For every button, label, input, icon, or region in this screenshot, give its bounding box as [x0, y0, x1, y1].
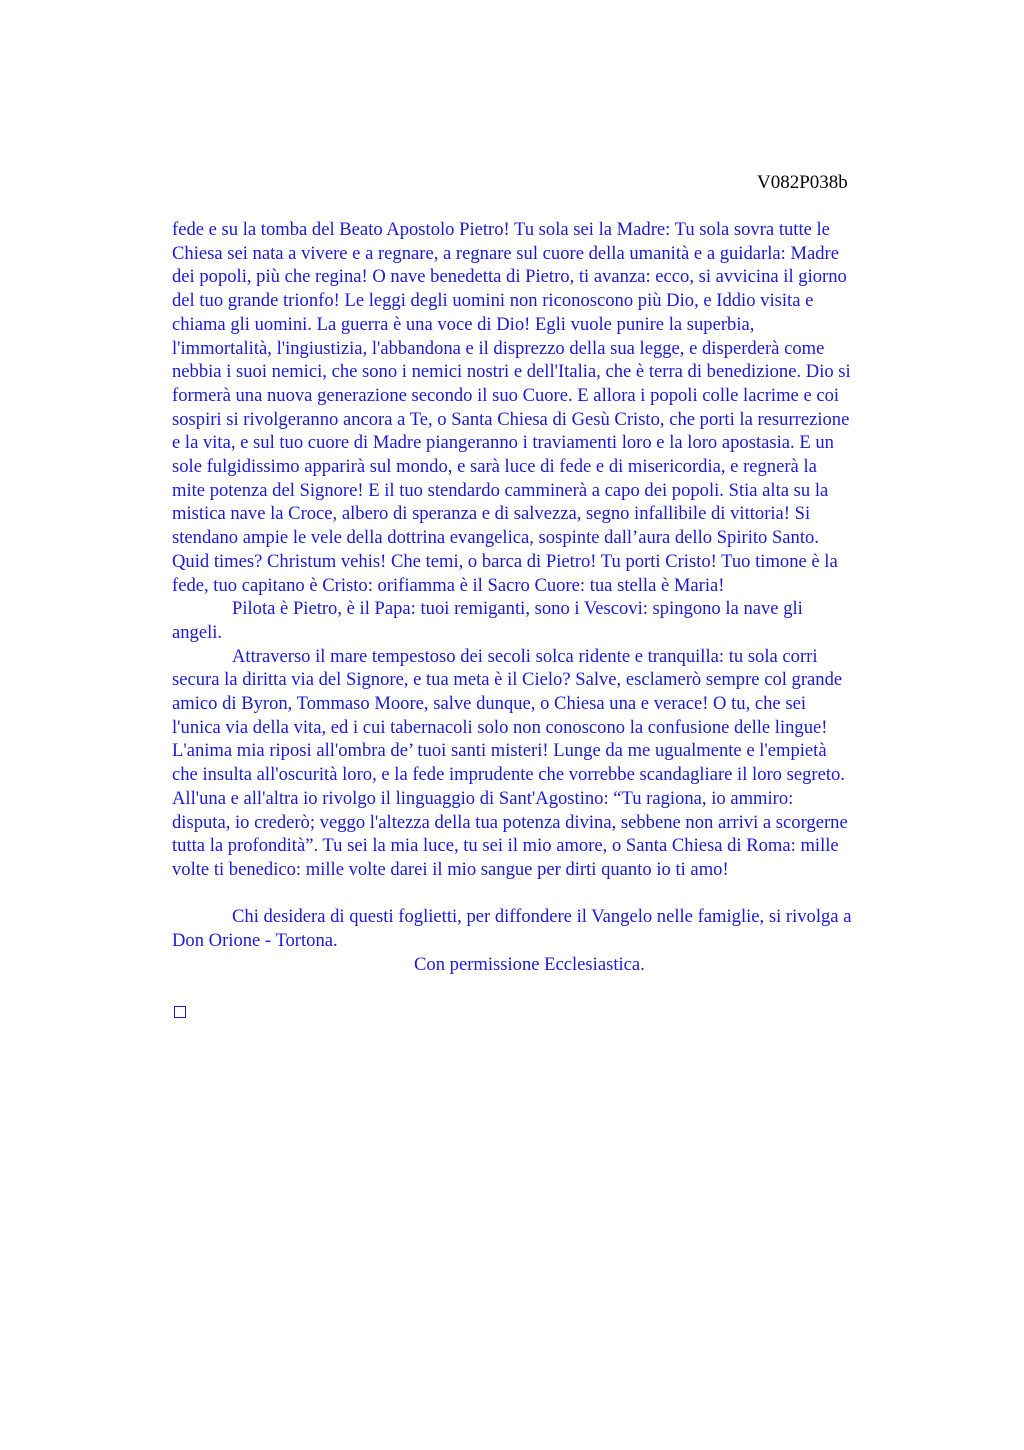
text-line: Pilota è Pietro, è il Papa: tuoi remiganti, sono i Vescovi: spingono la nave gli — [232, 598, 803, 620]
text-line: Chiesa sei nata a vivere e a regnare, a regnare sul cuore della umanità e a guidarla: Madre — [172, 242, 839, 264]
text-line: sospiri si rivolgeranno ancora a Te, o Santa Chiesa di Gesù Cristo, che porti la resurrezione — [172, 408, 850, 430]
text-line: mite potenza del Signore! E il tuo stendardo camminerà a capo dei popoli. Stia alta su la — [172, 479, 829, 501]
permission-line: Con permissione Ecclesiastica. — [414, 953, 645, 975]
text-line: disputa, io crederò; veggo l'altezza della tua potenza divina, sebbene non arrivi a scorgerne — [172, 811, 848, 833]
text-line: mistica nave la Croce, albero di speranza e di salvezza, segno infallibile di vittoria! Si — [172, 503, 811, 525]
text-line: Attraverso il mare tempestoso dei secoli solca ridente e tranquilla: tu sola corri — [232, 645, 818, 667]
text-line: volte ti benedico: mille volte darei il mio sangue per dirti quanto io ti amo! — [172, 858, 729, 880]
text-line: sole fulgidissimo apparirà sul mondo, e sarà luce di fede e di misericordia, e regnerà la — [172, 456, 817, 478]
document-body — [172, 218, 932, 976]
text-line: e la vita, e sul tuo cuore di Madre piangeranno i traviamenti loro e la loro apostasia. E un — [172, 432, 834, 454]
paragraph-gap — [172, 882, 932, 906]
text-line: amico di Byron, Tommaso Moore, salve dunque, o Chiesa una e verace! O tu, che sei — [172, 693, 806, 715]
text-line: All'una e all'altra io rivolgo il linguaggio di Sant'Agostino: “Tu ragiona, io ammiro: — [172, 787, 794, 809]
text-line: angeli. — [172, 621, 223, 643]
text-line: Quid times? Christum vehis! Che temi, o barca di Pietro! Tu porti Cristo! Tuo timone è la — [172, 550, 838, 572]
text-line: secura la diritta via del Signore, e tua meta è il Cielo? Salve, esclamerò sempre col grande — [172, 669, 843, 691]
text-line: formerà una nuova generazione secondo il suo Cuore. E allora i popoli colle lacrime e coi — [172, 384, 840, 406]
text-line: fede, tuo capitano è Cristo: orifiamma è il Sacro Cuore: tua stella è Maria! — [172, 574, 725, 596]
text-line: dei popoli, più che regina! O nave benedetta di Pietro, ti avanza: ecco, si avvicina il giorno — [172, 266, 847, 288]
empty-square-icon — [174, 1006, 186, 1018]
text-line: che insulta all'oscurità loro, e la fede imprudente che vorrebbe scandagliare il loro segreto. — [172, 764, 845, 786]
text-line: tutta la profondità”. Tu sei la mia luce, tu sei il mio amore, o Santa Chiesa di Roma: mille — [172, 835, 839, 857]
text-line: chiama gli uomini. La guerra è una voce di Dio! Egli vuole punire la superbia, — [172, 313, 755, 335]
text-line: del tuo grande trionfo! Le leggi degli uomini non riconoscono più Dio, e Iddio visita e — [172, 290, 814, 312]
text-line: fede e su la tomba del Beato Apostolo Pietro! Tu sola sei la Madre: Tu sola sovra tutte le — [172, 219, 830, 240]
text-line: stendano ampie le vele della dottrina evangelica, sospinte dall’aura dello Spirito Santo. — [172, 527, 819, 549]
document-id: V082P038b — [757, 172, 848, 193]
text-line: nebbia i suoi nemici, che sono i nemici nostri e dell'Italia, che è terra di benedizione. Dio si — [172, 361, 851, 383]
text-line: l'unica via della vita, ed i cui tabernacoli solo non conoscono la confusione delle lingue! — [172, 716, 828, 738]
text-line: L'anima mia riposi all'ombra de’ tuoi santi misteri! Lunge da me ugualmente e l'empietà — [172, 740, 827, 762]
closing-line: Don Orione - Tortona. — [172, 930, 338, 952]
closing-line: Chi desidera di questi foglietti, per diffondere il Vangelo nelle famiglie, si rivolga a — [232, 906, 852, 928]
text-line: l'immortalità, l'ingiustizia, l'abbandona e il disprezzo della sua legge, e disperderà come — [172, 337, 825, 359]
